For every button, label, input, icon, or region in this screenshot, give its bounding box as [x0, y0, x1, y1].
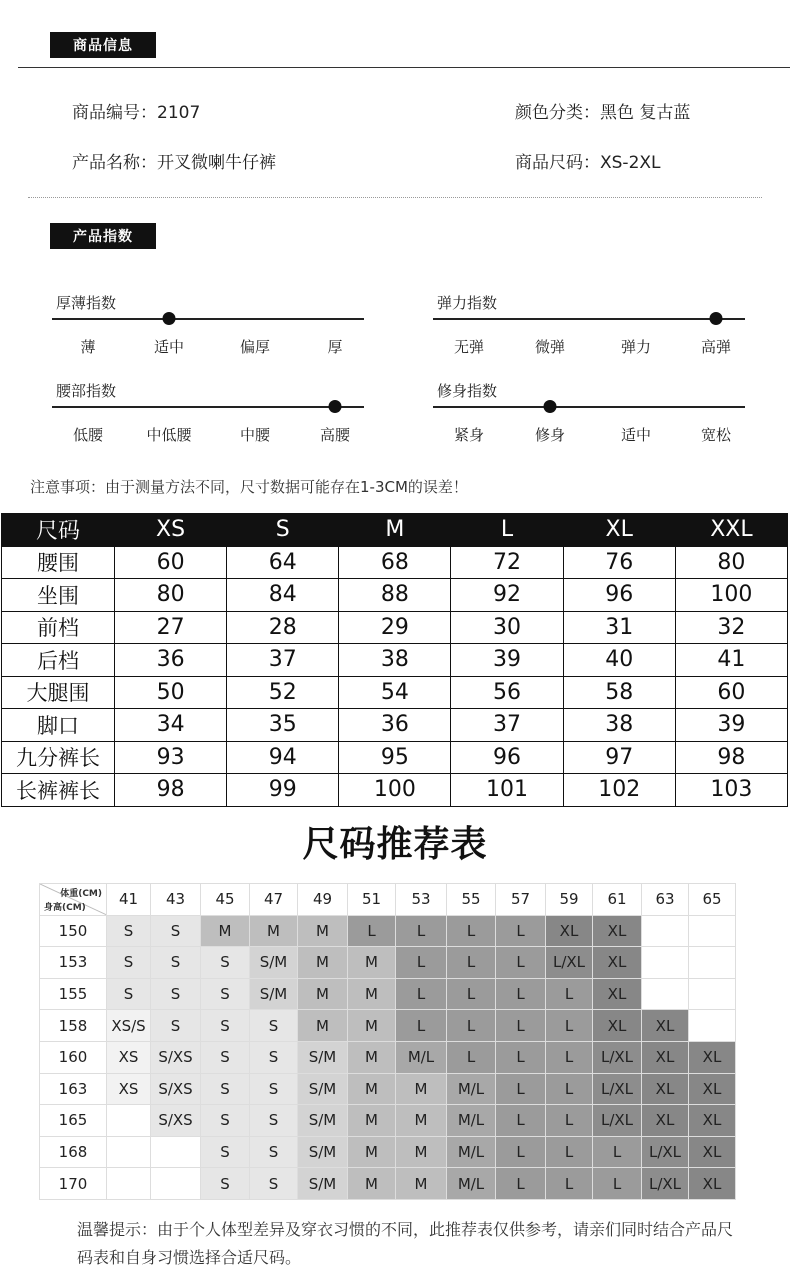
index-marker	[544, 400, 557, 413]
height-cell: 150	[40, 915, 107, 947]
table-row	[2, 611, 788, 644]
weight-header-cell: 59	[546, 884, 593, 916]
recommended-size-cell: XL	[546, 915, 593, 947]
measurement-value: 93	[115, 741, 227, 774]
recommended-size-cell: M	[348, 1105, 396, 1137]
measurement-value: 36	[339, 709, 451, 742]
table-row	[40, 978, 736, 1010]
recommended-size-cell: XL	[689, 1073, 736, 1105]
index-option-label: 修身	[534, 426, 566, 444]
table-row	[40, 1010, 736, 1042]
table-row	[2, 709, 788, 742]
recommended-size-cell: XL	[642, 1041, 689, 1073]
recommended-size-cell: M	[298, 915, 348, 947]
recommended-size-cell: L	[447, 915, 496, 947]
recommended-size-cell: XL	[689, 1136, 736, 1168]
recommended-size-cell: L/XL	[546, 947, 593, 979]
recommended-size-cell	[689, 915, 736, 947]
recommended-size-cell: L	[496, 1073, 546, 1105]
corner-cell	[40, 884, 107, 916]
measurement-name: 坐围	[2, 579, 115, 612]
recommended-size-cell: M	[298, 978, 348, 1010]
recommended-size-cell: M	[396, 1136, 447, 1168]
recommended-size-cell: S	[201, 1168, 250, 1200]
weight-header-cell: 61	[593, 884, 642, 916]
measurement-value: 38	[563, 709, 675, 742]
recommended-size-cell: L	[496, 947, 546, 979]
measurement-value: 35	[227, 709, 339, 742]
measurement-value: 37	[227, 644, 339, 677]
section-divider	[18, 67, 790, 68]
index-option-label: 偏厚	[239, 338, 271, 356]
index-marker	[710, 312, 723, 325]
recommended-size-cell	[689, 947, 736, 979]
recommended-size-cell: S	[201, 947, 250, 979]
weight-axis-label: 体重(CM)	[60, 889, 102, 899]
index-option-label: 适中	[153, 338, 185, 356]
recommended-size-cell: L	[546, 1073, 593, 1105]
recommended-size-cell: L	[496, 1168, 546, 1200]
recommended-size-cell: L	[447, 1010, 496, 1042]
measurement-note: 注意事项：由于测量方法不同，尺寸数据可能存在1-3CM的误差！	[30, 478, 468, 496]
measurement-value: 95	[339, 741, 451, 774]
measurement-value: 98	[675, 741, 787, 774]
measurement-value: 84	[227, 579, 339, 612]
measurement-value: 100	[675, 579, 787, 612]
friendly-tip: 温馨提示：由于个人体型差异及穿衣习惯的不同，此推荐表仅供参考，请亲们同时结合产品尺码表和自身习惯选择合适尺码。	[77, 1220, 734, 1267]
recommended-size-cell: S/M	[250, 947, 298, 979]
recommended-size-cell: XL	[689, 1041, 736, 1073]
recommended-size-cell: L	[496, 1105, 546, 1137]
recommended-size-cell: L	[348, 915, 396, 947]
recommended-size-cell: M	[396, 1105, 447, 1137]
measurement-value: 99	[227, 774, 339, 807]
recommended-size-cell: S	[250, 1073, 298, 1105]
recommended-size-cell: S	[250, 1136, 298, 1168]
recommended-size-cell: L	[593, 1136, 642, 1168]
size-header-cell: L	[451, 514, 563, 547]
recommended-size-cell	[642, 947, 689, 979]
measurement-value: 101	[451, 774, 563, 807]
product-info-tag: 商品信息	[50, 32, 156, 58]
recommended-size-cell: S/M	[298, 1073, 348, 1105]
recommended-size-cell: L	[546, 978, 593, 1010]
recommended-size-cell	[151, 1168, 201, 1200]
recommended-size-cell: S/M	[298, 1136, 348, 1168]
recommended-size-cell: XL	[642, 1010, 689, 1042]
recommended-size-cell: L	[447, 978, 496, 1010]
height-cell: 168	[40, 1136, 107, 1168]
measurement-value: 60	[675, 676, 787, 709]
recommended-size-cell: XS	[107, 1073, 151, 1105]
index-option-label: 宽松	[700, 426, 732, 444]
measurement-value: 31	[563, 611, 675, 644]
recommended-size-cell: L/XL	[593, 1041, 642, 1073]
table-row	[40, 1105, 736, 1137]
measurement-value: 72	[451, 546, 563, 579]
recommended-size-cell: L	[396, 1010, 447, 1042]
recommended-size-cell: S	[151, 915, 201, 947]
recommended-size-cell: S	[250, 1105, 298, 1137]
height-cell: 160	[40, 1041, 107, 1073]
index-title: 厚薄指数	[56, 294, 117, 312]
recommended-size-cell: L	[546, 1136, 593, 1168]
weight-header-cell: 43	[151, 884, 201, 916]
recommended-size-cell: S	[107, 947, 151, 979]
recommended-size-cell: L/XL	[642, 1136, 689, 1168]
measurement-value: 76	[563, 546, 675, 579]
measurement-value: 88	[339, 579, 451, 612]
recommended-size-cell: S/XS	[151, 1105, 201, 1137]
measurement-value: 50	[115, 676, 227, 709]
dotted-divider	[28, 197, 762, 198]
item-number: 商品编号：2107	[72, 103, 201, 123]
recommended-size-cell: XL	[689, 1168, 736, 1200]
table-row	[2, 644, 788, 677]
size-table-header	[2, 514, 788, 547]
measurement-name: 后档	[2, 644, 115, 677]
measurement-value: 56	[451, 676, 563, 709]
weight-header-cell: 63	[642, 884, 689, 916]
size-header-cell: XS	[115, 514, 227, 547]
recommended-size-cell: L	[447, 947, 496, 979]
index-track	[52, 406, 364, 408]
recommended-size-cell: M	[348, 1010, 396, 1042]
recommended-size-cell: XL	[593, 915, 642, 947]
measurement-value: 96	[451, 741, 563, 774]
table-row	[40, 1136, 736, 1168]
recommended-size-cell: S/M	[298, 1041, 348, 1073]
measurement-value: 97	[563, 741, 675, 774]
table-row	[40, 915, 736, 947]
measurement-name: 大腿围	[2, 676, 115, 709]
recommended-size-cell: M	[348, 1073, 396, 1105]
table-row	[2, 741, 788, 774]
weight-header-cell: 45	[201, 884, 250, 916]
index-block	[433, 292, 745, 362]
weight-header-cell: 49	[298, 884, 348, 916]
recommended-size-cell: L	[496, 1136, 546, 1168]
index-title: 修身指数	[437, 382, 498, 400]
height-cell: 165	[40, 1105, 107, 1137]
index-option-label: 无弹	[453, 338, 485, 356]
measurement-value: 37	[451, 709, 563, 742]
recommended-size-cell: S	[201, 1136, 250, 1168]
index-marker	[163, 312, 176, 325]
measurement-name: 腰围	[2, 546, 115, 579]
recommended-size-cell	[107, 1105, 151, 1137]
measurement-value: 96	[563, 579, 675, 612]
recommended-size-cell: M	[348, 1136, 396, 1168]
recommended-size-cell: S	[250, 1041, 298, 1073]
table-row	[40, 1168, 736, 1200]
recommended-size-cell: S	[201, 1105, 250, 1137]
measurement-value: 80	[675, 546, 787, 579]
recommended-size-cell	[642, 978, 689, 1010]
index-track	[52, 318, 364, 320]
recommended-size-cell: L	[496, 1041, 546, 1073]
measurement-value: 34	[115, 709, 227, 742]
measurement-value: 92	[451, 579, 563, 612]
recommended-size-cell: M	[348, 1168, 396, 1200]
recommended-size-cell: M	[396, 1073, 447, 1105]
table-row	[40, 1073, 736, 1105]
recommended-size-cell: L	[546, 1105, 593, 1137]
measurement-value: 98	[115, 774, 227, 807]
index-track	[433, 406, 745, 408]
weight-header-cell: 53	[396, 884, 447, 916]
recommended-size-cell: M/L	[447, 1073, 496, 1105]
measurement-value: 38	[339, 644, 451, 677]
recommended-size-cell	[107, 1136, 151, 1168]
recommended-size-cell: L	[546, 1168, 593, 1200]
recommended-size-cell: XS	[107, 1041, 151, 1073]
recommended-size-cell: M	[348, 947, 396, 979]
index-option-label: 高弹	[700, 338, 732, 356]
measurement-value: 60	[115, 546, 227, 579]
table-row	[2, 579, 788, 612]
recommended-size-cell: S	[250, 1168, 298, 1200]
measurement-value: 41	[675, 644, 787, 677]
recommended-size-cell: L	[496, 915, 546, 947]
height-cell: 153	[40, 947, 107, 979]
measurement-value: 32	[675, 611, 787, 644]
recommended-size-cell: S	[201, 1010, 250, 1042]
height-cell: 158	[40, 1010, 107, 1042]
table-row	[40, 1041, 736, 1073]
index-option-label: 中低腰	[146, 426, 192, 444]
index-option-label: 中腰	[239, 426, 271, 444]
size-header-cell: 尺码	[2, 514, 115, 547]
index-option-label: 适中	[620, 426, 652, 444]
recommended-size-cell: XL	[593, 947, 642, 979]
index-option-label: 高腰	[319, 426, 351, 444]
measurement-value: 103	[675, 774, 787, 807]
table-row	[2, 546, 788, 579]
recommended-size-cell: M	[201, 915, 250, 947]
recommended-size-cell: M/L	[447, 1105, 496, 1137]
measurement-value: 40	[563, 644, 675, 677]
measurement-value: 64	[227, 546, 339, 579]
height-axis-label: 身高(CM)	[44, 902, 86, 913]
recommended-size-cell: S/XS	[151, 1073, 201, 1105]
measurement-value: 36	[115, 644, 227, 677]
recommended-size-cell	[642, 915, 689, 947]
recommended-size-cell: S/M	[298, 1105, 348, 1137]
weight-header-cell: 57	[496, 884, 546, 916]
recommended-size-cell: M/L	[396, 1041, 447, 1073]
index-block	[52, 380, 364, 450]
recommended-size-cell: M	[396, 1168, 447, 1200]
weight-header-cell: 47	[250, 884, 298, 916]
product-index-tag: 产品指数	[50, 223, 156, 249]
recommended-size-cell: L	[593, 1168, 642, 1200]
recommended-size-cell: L	[496, 1010, 546, 1042]
measurement-value: 30	[451, 611, 563, 644]
measurement-name: 长裤裤长	[2, 774, 115, 807]
measurement-value: 39	[451, 644, 563, 677]
measurement-value: 100	[339, 774, 451, 807]
index-option-label: 薄	[80, 338, 96, 356]
recommended-size-cell: XL	[642, 1073, 689, 1105]
recommended-size-cell: M	[298, 1010, 348, 1042]
index-marker	[329, 400, 342, 413]
recommended-size-cell: L	[496, 978, 546, 1010]
weight-header-cell: 51	[348, 884, 396, 916]
recommended-size-cell: XL	[593, 978, 642, 1010]
recommended-size-cell: M/L	[447, 1136, 496, 1168]
recommended-size-cell: XS/S	[107, 1010, 151, 1042]
index-option-label: 微弹	[534, 338, 566, 356]
weight-header-cell: 55	[447, 884, 496, 916]
height-cell: 170	[40, 1168, 107, 1200]
index-option-label: 厚	[327, 338, 343, 356]
measurement-name: 脚口	[2, 709, 115, 742]
measurement-value: 94	[227, 741, 339, 774]
recommended-size-cell: S	[201, 1073, 250, 1105]
recommended-size-cell: L	[447, 1041, 496, 1073]
recommended-size-cell: XL	[689, 1105, 736, 1137]
product-sizes: 商品尺码：XS-2XL	[515, 153, 661, 173]
measurement-value: 39	[675, 709, 787, 742]
index-option-label: 低腰	[72, 426, 104, 444]
recommended-size-cell	[107, 1168, 151, 1200]
recommended-size-cell: S	[151, 947, 201, 979]
recommended-size-cell: S	[151, 978, 201, 1010]
recommended-size-cell: XL	[642, 1105, 689, 1137]
index-block	[52, 292, 364, 362]
size-header-cell: S	[227, 514, 339, 547]
measurement-name: 前档	[2, 611, 115, 644]
product-name: 产品名称：开叉微喇牛仔裤	[72, 153, 276, 173]
recommended-size-cell: S	[201, 1041, 250, 1073]
recommended-size-cell: S	[151, 1010, 201, 1042]
recommended-size-cell: L	[546, 1041, 593, 1073]
index-title: 弹力指数	[437, 294, 498, 312]
measurement-value: 52	[227, 676, 339, 709]
recommended-size-cell: M	[348, 1041, 396, 1073]
recommended-size-cell: L/XL	[593, 1073, 642, 1105]
recommended-size-cell: L	[396, 978, 447, 1010]
recommended-size-cell: M	[298, 947, 348, 979]
recommended-size-cell: S/XS	[151, 1041, 201, 1073]
recommended-size-cell	[689, 978, 736, 1010]
table-row	[2, 774, 788, 807]
measurement-value: 54	[339, 676, 451, 709]
measurement-value: 68	[339, 546, 451, 579]
measurement-value: 80	[115, 579, 227, 612]
size-header-cell: M	[339, 514, 451, 547]
index-block	[433, 380, 745, 450]
recommended-size-cell: S	[201, 978, 250, 1010]
recommended-size-cell: S	[250, 1010, 298, 1042]
recommended-size-cell: M	[250, 915, 298, 947]
recommended-size-cell: M/L	[447, 1168, 496, 1200]
index-title: 腰部指数	[56, 382, 117, 400]
recommended-size-cell: M	[348, 978, 396, 1010]
measurement-value: 58	[563, 676, 675, 709]
recommended-size-cell: L	[546, 1010, 593, 1042]
weight-header-cell: 41	[107, 884, 151, 916]
recommended-size-cell: L	[396, 915, 447, 947]
recommended-size-cell: S/M	[298, 1168, 348, 1200]
table-row	[2, 676, 788, 709]
recommend-title: 尺码推荐表	[302, 824, 488, 865]
recommended-size-cell: L/XL	[593, 1105, 642, 1137]
index-option-label: 弹力	[620, 338, 652, 356]
size-header-cell: XXL	[675, 514, 787, 547]
measurement-name: 九分裤长	[2, 741, 115, 774]
recommended-size-cell	[689, 1010, 736, 1042]
height-cell: 155	[40, 978, 107, 1010]
measurement-value: 29	[339, 611, 451, 644]
recommended-size-cell: L/XL	[642, 1168, 689, 1200]
size-header-cell: XL	[563, 514, 675, 547]
recommended-size-cell	[151, 1136, 201, 1168]
weight-header-cell: 65	[689, 884, 736, 916]
index-option-label: 紧身	[453, 426, 485, 444]
recommended-size-cell: S/M	[250, 978, 298, 1010]
recommended-size-cell: S	[107, 978, 151, 1010]
height-cell: 163	[40, 1073, 107, 1105]
measurement-value: 27	[115, 611, 227, 644]
measurement-value: 102	[563, 774, 675, 807]
recommended-size-cell: S	[107, 915, 151, 947]
index-track	[433, 318, 745, 320]
size-table	[1, 513, 788, 807]
recommended-size-cell: L	[396, 947, 447, 979]
measurement-value: 28	[227, 611, 339, 644]
recommended-size-cell: XL	[593, 1010, 642, 1042]
table-row	[40, 947, 736, 979]
size-recommendation-table	[39, 883, 736, 1200]
weight-header-row	[40, 884, 736, 916]
color-category: 颜色分类：黑色 复古蓝	[515, 103, 691, 123]
